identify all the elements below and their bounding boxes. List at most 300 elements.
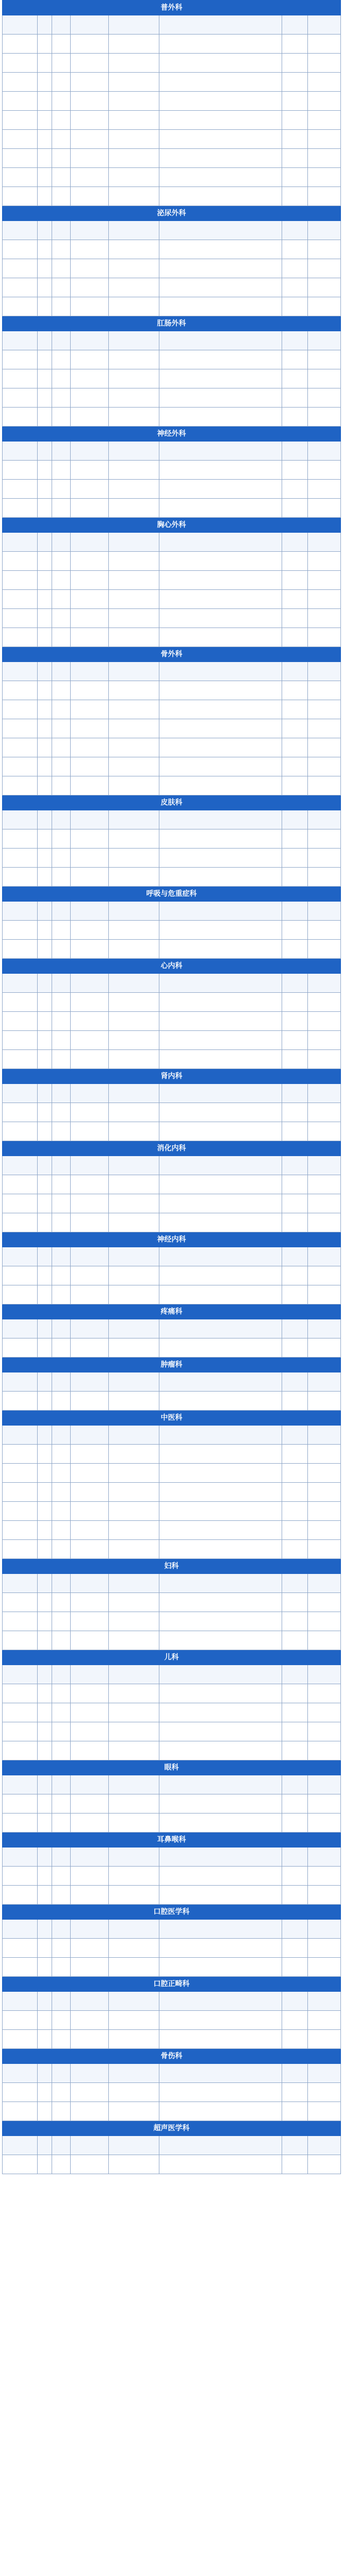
- column-header-col-f: [159, 1775, 282, 1794]
- column-header-row: [3, 1848, 341, 1867]
- table-cell-col-c: [52, 1794, 71, 1814]
- table-cell-col-g: [282, 35, 308, 54]
- table-cell-col-b: [38, 1175, 52, 1194]
- table-cell-col-h: [308, 1722, 341, 1741]
- table-cell-col-a: [3, 993, 38, 1012]
- table-cell-col-h: [308, 480, 341, 499]
- table-cell-col-f: [159, 278, 282, 297]
- table-cell-col-d: [71, 1722, 109, 1741]
- table-cell-col-b: [38, 1867, 52, 1886]
- table-cell-col-g: [282, 1814, 308, 1833]
- table-cell-col-h: [308, 1464, 341, 1483]
- table-cell-col-f: [159, 776, 282, 795]
- table-cell-col-g: [282, 1939, 308, 1958]
- column-header-row: [3, 2064, 341, 2083]
- table-cell-col-b: [38, 1502, 52, 1521]
- table-row: [3, 868, 341, 887]
- table-cell-col-c: [52, 776, 71, 795]
- column-header-col-a: [3, 331, 38, 350]
- table-cell-col-g: [282, 1194, 308, 1213]
- table-cell-col-g: [282, 1722, 308, 1741]
- table-cell-col-g: [282, 590, 308, 609]
- column-header-col-f: [159, 662, 282, 681]
- column-header-col-f: [159, 1848, 282, 1867]
- table-cell-col-c: [52, 369, 71, 388]
- table-cell-col-c: [52, 1521, 71, 1540]
- table-cell-col-a: [3, 259, 38, 278]
- table-cell-col-h: [308, 1445, 341, 1464]
- column-header-row: [3, 1319, 341, 1338]
- column-header-col-e: [109, 15, 159, 35]
- column-header-col-b: [38, 974, 52, 993]
- table-row: [3, 1213, 341, 1232]
- table-cell-col-a: [3, 388, 38, 408]
- table-cell-col-b: [38, 2102, 52, 2121]
- table-cell-col-g: [282, 609, 308, 628]
- column-header-col-h: [308, 1319, 341, 1338]
- table-cell-col-e: [109, 1050, 159, 1069]
- table-cell-col-a: [3, 499, 38, 518]
- table-cell-col-c: [52, 149, 71, 168]
- table-cell-col-d: [71, 1939, 109, 1958]
- table-cell-col-a: [3, 350, 38, 369]
- table-cell-col-d: [71, 1445, 109, 1464]
- column-header-col-e: [109, 902, 159, 921]
- column-header-col-c: [52, 662, 71, 681]
- column-header-col-e: [109, 331, 159, 350]
- column-header-col-c: [52, 2064, 71, 2083]
- table-cell-col-h: [308, 54, 341, 73]
- table-cell-col-a: [3, 2083, 38, 2102]
- table-cell-col-d: [71, 461, 109, 480]
- section-title-row: [3, 427, 341, 442]
- table-cell-col-b: [38, 1012, 52, 1031]
- column-header-col-h: [308, 1665, 341, 1684]
- column-header-col-f: [159, 1426, 282, 1445]
- table-cell-col-f: [159, 1392, 282, 1411]
- table-cell-col-c: [52, 2102, 71, 2121]
- table-cell-col-h: [308, 921, 341, 940]
- table-row: [3, 149, 341, 168]
- section-title: 心内科: [3, 959, 341, 974]
- section-title-row: [3, 1069, 341, 1084]
- table-cell-col-a: [3, 187, 38, 206]
- table-cell-col-d: [71, 1175, 109, 1194]
- section-title-row: [3, 1358, 341, 1372]
- table-cell-col-g: [282, 1175, 308, 1194]
- table-cell-col-f: [159, 408, 282, 427]
- table-cell-col-e: [109, 240, 159, 259]
- table-cell-col-h: [308, 461, 341, 480]
- table-cell-col-d: [71, 776, 109, 795]
- table-cell-col-e: [109, 1958, 159, 1977]
- column-header-col-d: [71, 442, 109, 461]
- table-cell-col-b: [38, 388, 52, 408]
- table-cell-col-a: [3, 628, 38, 647]
- table-cell-col-g: [282, 54, 308, 73]
- table-cell-col-a: [3, 1939, 38, 1958]
- table-cell-col-g: [282, 2102, 308, 2121]
- column-header-col-a: [3, 15, 38, 35]
- table-cell-col-c: [52, 590, 71, 609]
- table-cell-col-f: [159, 1612, 282, 1631]
- table-cell-col-h: [308, 92, 341, 111]
- table-row: [3, 2011, 341, 2030]
- table-row: [3, 2030, 341, 2049]
- table-cell-col-e: [109, 187, 159, 206]
- column-header-col-c: [52, 1247, 71, 1266]
- table-cell-col-g: [282, 829, 308, 849]
- table-cell-col-b: [38, 369, 52, 388]
- column-header-col-h: [308, 1372, 341, 1392]
- table-row: [3, 1175, 341, 1194]
- column-header-col-d: [71, 1665, 109, 1684]
- table-cell-col-g: [282, 1445, 308, 1464]
- column-header-col-f: [159, 533, 282, 552]
- table-cell-col-g: [282, 1103, 308, 1122]
- table-cell-col-a: [3, 369, 38, 388]
- column-header-col-d: [71, 1319, 109, 1338]
- table-cell-col-c: [52, 1540, 71, 1559]
- table-cell-col-b: [38, 1445, 52, 1464]
- table-cell-col-d: [71, 259, 109, 278]
- table-cell-col-g: [282, 868, 308, 887]
- table-row: [3, 1502, 341, 1521]
- table-cell-col-e: [109, 1194, 159, 1213]
- table-row: [3, 54, 341, 73]
- table-row: [3, 738, 341, 757]
- table-cell-col-g: [282, 149, 308, 168]
- table-cell-col-d: [71, 149, 109, 168]
- section-title: 妇科: [3, 1559, 341, 1574]
- column-header-row: [3, 810, 341, 829]
- table-row: [3, 681, 341, 700]
- table-cell-col-b: [38, 921, 52, 940]
- table-cell-col-h: [308, 1012, 341, 1031]
- table-cell-col-g: [282, 92, 308, 111]
- table-cell-col-g: [282, 1502, 308, 1521]
- column-header-col-d: [71, 221, 109, 240]
- table-cell-col-d: [71, 829, 109, 849]
- table-cell-col-c: [52, 1031, 71, 1050]
- table-cell-col-f: [159, 868, 282, 887]
- table-cell-col-c: [52, 1958, 71, 1977]
- table-cell-col-b: [38, 92, 52, 111]
- table-cell-col-b: [38, 35, 52, 54]
- table-row: [3, 757, 341, 776]
- table-cell-col-c: [52, 1285, 71, 1304]
- table-cell-col-g: [282, 1703, 308, 1722]
- table-cell-col-h: [308, 1612, 341, 1631]
- table-cell-col-g: [282, 1338, 308, 1358]
- table-cell-col-a: [3, 92, 38, 111]
- table-cell-col-e: [109, 681, 159, 700]
- table-cell-col-g: [282, 2155, 308, 2174]
- table-cell-col-e: [109, 149, 159, 168]
- table-cell-col-g: [282, 2011, 308, 2030]
- table-cell-col-h: [308, 1175, 341, 1194]
- table-cell-col-d: [71, 408, 109, 427]
- column-header-col-b: [38, 902, 52, 921]
- column-header-col-d: [71, 974, 109, 993]
- table-cell-col-b: [38, 1722, 52, 1741]
- table-row: [3, 240, 341, 259]
- table-cell-col-a: [3, 130, 38, 149]
- column-header-col-d: [71, 1247, 109, 1266]
- table-cell-col-h: [308, 73, 341, 92]
- table-cell-col-d: [71, 92, 109, 111]
- table-cell-col-e: [109, 1502, 159, 1521]
- table-cell-col-h: [308, 1483, 341, 1502]
- table-cell-col-b: [38, 776, 52, 795]
- column-header-col-h: [308, 221, 341, 240]
- table-cell-col-d: [71, 1631, 109, 1650]
- table-cell-col-e: [109, 719, 159, 738]
- table-cell-col-h: [308, 1958, 341, 1977]
- table-cell-col-f: [159, 1266, 282, 1285]
- table-cell-col-a: [3, 1483, 38, 1502]
- column-header-col-g: [282, 810, 308, 829]
- column-header-col-g: [282, 662, 308, 681]
- column-header-col-a: [3, 902, 38, 921]
- table-cell-col-c: [52, 1464, 71, 1483]
- table-cell-col-f: [159, 628, 282, 647]
- table-cell-col-a: [3, 1502, 38, 1521]
- column-header-col-g: [282, 331, 308, 350]
- column-header-col-f: [159, 1920, 282, 1939]
- column-header-col-c: [52, 810, 71, 829]
- table-cell-col-c: [52, 1939, 71, 1958]
- table-cell-col-b: [38, 993, 52, 1012]
- table-cell-col-h: [308, 1794, 341, 1814]
- table-cell-col-a: [3, 1464, 38, 1483]
- table-cell-col-b: [38, 1050, 52, 1069]
- table-cell-col-a: [3, 681, 38, 700]
- table-cell-col-g: [282, 776, 308, 795]
- table-cell-col-e: [109, 628, 159, 647]
- table-cell-col-h: [308, 130, 341, 149]
- table-cell-col-g: [282, 350, 308, 369]
- table-cell-col-g: [282, 1012, 308, 1031]
- column-header-col-g: [282, 1247, 308, 1266]
- table-row: [3, 1703, 341, 1722]
- section-title: 普外科: [3, 1, 341, 15]
- column-header-col-a: [3, 1848, 38, 1867]
- table-cell-col-a: [3, 921, 38, 940]
- table-cell-col-a: [3, 757, 38, 776]
- column-header-col-f: [159, 810, 282, 829]
- column-header-row: [3, 1920, 341, 1939]
- table-cell-col-f: [159, 1684, 282, 1703]
- column-header-col-e: [109, 442, 159, 461]
- table-cell-col-h: [308, 940, 341, 959]
- table-cell-col-c: [52, 921, 71, 940]
- table-cell-col-b: [38, 1392, 52, 1411]
- column-header-row: [3, 974, 341, 993]
- table-cell-col-a: [3, 1338, 38, 1358]
- column-header-col-d: [71, 810, 109, 829]
- table-cell-col-d: [71, 719, 109, 738]
- column-header-col-b: [38, 1574, 52, 1593]
- table-cell-col-e: [109, 940, 159, 959]
- table-row: [3, 1392, 341, 1411]
- table-row: [3, 1483, 341, 1502]
- table-cell-col-b: [38, 1285, 52, 1304]
- column-header-col-c: [52, 15, 71, 35]
- table-cell-col-f: [159, 259, 282, 278]
- table-cell-col-c: [52, 1122, 71, 1141]
- table-row: [3, 609, 341, 628]
- table-cell-col-d: [71, 499, 109, 518]
- table-cell-col-f: [159, 993, 282, 1012]
- column-header-col-g: [282, 533, 308, 552]
- table-cell-col-a: [3, 1213, 38, 1232]
- column-header-col-e: [109, 1319, 159, 1338]
- table-cell-col-f: [159, 609, 282, 628]
- table-row: [3, 921, 341, 940]
- table-row: [3, 1103, 341, 1122]
- table-cell-col-g: [282, 1213, 308, 1232]
- table-cell-col-b: [38, 1703, 52, 1722]
- table-row: [3, 350, 341, 369]
- table-cell-col-c: [52, 1722, 71, 1741]
- table-cell-col-e: [109, 1285, 159, 1304]
- table-cell-col-a: [3, 719, 38, 738]
- table-row: [3, 590, 341, 609]
- table-cell-col-a: [3, 168, 38, 187]
- table-cell-col-h: [308, 111, 341, 130]
- table-cell-col-a: [3, 1722, 38, 1741]
- section-title-row: [3, 1650, 341, 1665]
- table-cell-col-c: [52, 1631, 71, 1650]
- table-cell-col-c: [52, 54, 71, 73]
- table-cell-col-c: [52, 1502, 71, 1521]
- table-cell-col-g: [282, 757, 308, 776]
- table-cell-col-f: [159, 54, 282, 73]
- table-cell-col-a: [3, 1103, 38, 1122]
- table-cell-col-g: [282, 1741, 308, 1760]
- table-cell-col-e: [109, 54, 159, 73]
- table-cell-col-e: [109, 388, 159, 408]
- table-cell-col-g: [282, 2030, 308, 2049]
- table-cell-col-a: [3, 609, 38, 628]
- table-cell-col-f: [159, 700, 282, 719]
- table-cell-col-c: [52, 73, 71, 92]
- table-cell-col-e: [109, 1521, 159, 1540]
- table-cell-col-f: [159, 2155, 282, 2174]
- table-cell-col-f: [159, 1031, 282, 1050]
- table-row: [3, 1741, 341, 1760]
- table-cell-col-e: [109, 609, 159, 628]
- table-row: [3, 829, 341, 849]
- column-header-col-b: [38, 442, 52, 461]
- table-cell-col-f: [159, 1012, 282, 1031]
- column-header-col-g: [282, 1156, 308, 1175]
- table-cell-col-e: [109, 1540, 159, 1559]
- table-cell-col-g: [282, 1958, 308, 1977]
- table-cell-col-g: [282, 1483, 308, 1502]
- table-cell-col-c: [52, 738, 71, 757]
- table-cell-col-f: [159, 92, 282, 111]
- table-row: [3, 776, 341, 795]
- section-title: 神经内科: [3, 1232, 341, 1247]
- section-title: 神经外科: [3, 427, 341, 442]
- section-title: 中医科: [3, 1411, 341, 1426]
- table-cell-col-e: [109, 2011, 159, 2030]
- column-header-col-b: [38, 1426, 52, 1445]
- table-cell-col-f: [159, 2102, 282, 2121]
- section-title-row: [3, 2121, 341, 2136]
- column-header-col-b: [38, 1665, 52, 1684]
- column-header-col-d: [71, 662, 109, 681]
- section-title: 眼科: [3, 1760, 341, 1775]
- table-cell-col-e: [109, 1939, 159, 1958]
- table-cell-col-h: [308, 297, 341, 316]
- table-cell-col-a: [3, 1684, 38, 1703]
- table-cell-col-d: [71, 1122, 109, 1141]
- table-cell-col-f: [159, 681, 282, 700]
- table-cell-col-h: [308, 1814, 341, 1833]
- column-header-col-b: [38, 221, 52, 240]
- column-header-col-d: [71, 902, 109, 921]
- table-cell-col-h: [308, 1050, 341, 1069]
- table-cell-col-e: [109, 1741, 159, 1760]
- table-cell-col-h: [308, 1631, 341, 1650]
- table-cell-col-b: [38, 1122, 52, 1141]
- column-header-col-c: [52, 221, 71, 240]
- table-cell-col-d: [71, 1540, 109, 1559]
- table-cell-col-h: [308, 1939, 341, 1958]
- column-header-col-a: [3, 1775, 38, 1794]
- column-header-col-a: [3, 1372, 38, 1392]
- table-cell-col-d: [71, 921, 109, 940]
- section-title: 肛肠外科: [3, 316, 341, 331]
- section-title-row: [3, 1232, 341, 1247]
- column-header-col-h: [308, 533, 341, 552]
- column-header-col-a: [3, 662, 38, 681]
- table-cell-col-f: [159, 1794, 282, 1814]
- table-cell-col-d: [71, 1483, 109, 1502]
- table-cell-col-c: [52, 609, 71, 628]
- table-cell-col-f: [159, 35, 282, 54]
- table-cell-col-e: [109, 868, 159, 887]
- table-cell-col-e: [109, 571, 159, 590]
- table-cell-col-c: [52, 1213, 71, 1232]
- section-title-row: [3, 1411, 341, 1426]
- column-header-col-e: [109, 1665, 159, 1684]
- table-cell-col-c: [52, 1612, 71, 1631]
- table-cell-col-e: [109, 552, 159, 571]
- table-cell-col-d: [71, 1958, 109, 1977]
- table-cell-col-c: [52, 2155, 71, 2174]
- table-cell-col-c: [52, 993, 71, 1012]
- table-cell-col-h: [308, 168, 341, 187]
- table-cell-col-d: [71, 1521, 109, 1540]
- table-cell-col-e: [109, 369, 159, 388]
- table-cell-col-a: [3, 1703, 38, 1722]
- column-header-col-e: [109, 221, 159, 240]
- table-cell-col-g: [282, 1540, 308, 1559]
- column-header-col-a: [3, 1920, 38, 1939]
- table-cell-col-c: [52, 130, 71, 149]
- table-cell-col-e: [109, 1122, 159, 1141]
- column-header-col-f: [159, 1372, 282, 1392]
- column-header-col-e: [109, 1848, 159, 1867]
- table-cell-col-h: [308, 1031, 341, 1050]
- table-cell-col-a: [3, 1122, 38, 1141]
- table-cell-col-f: [159, 461, 282, 480]
- table-cell-col-c: [52, 1741, 71, 1760]
